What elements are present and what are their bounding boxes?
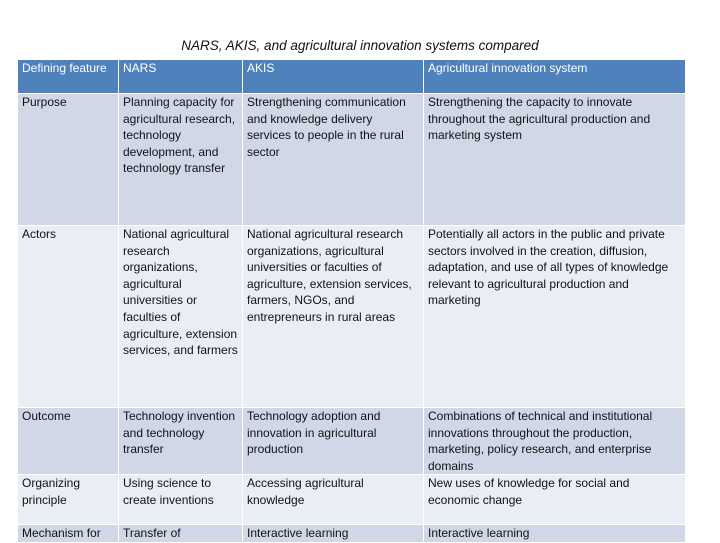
cell-ais: Interactive learning (424, 525, 686, 543)
cell-ais: Potentially all actors in the public and private sectors involved in the creation, diffusion, adaptation, and use of all types of knowledge relevant to agricultural production and marketing (424, 226, 686, 408)
cell-ais: New uses of knowledge for social and economic change (424, 475, 686, 525)
cell-nars: Using science to create inventions (119, 475, 243, 525)
cell-akis: National agricultural research organizations, agricultural universities or faculties of agriculture, extension services, farmers, NGOs, and entrepreneurs in rural areas (243, 226, 424, 408)
cell-nars: Technology invention and technology transfer (119, 408, 243, 475)
table-row (18, 525, 686, 543)
header-ais: Agricultural innovation system (424, 60, 686, 94)
row-feature: Actors (18, 226, 119, 408)
cell-nars: National agricultural research organizations, agricultural universities or faculties of agriculture, extension services, and farmers (119, 226, 243, 408)
cell-akis: Technology adoption and innovation in agricultural production (243, 408, 424, 475)
cell-akis: Accessing agricultural knowledge (243, 475, 424, 525)
table-row (18, 94, 686, 226)
header-defining-feature: Defining feature (18, 60, 119, 94)
row-feature: Organizing principle (18, 475, 119, 525)
cell-nars: Planning capacity for agricultural research, technology development, and technology transfer (119, 94, 243, 226)
row-feature: Mechanism for (18, 525, 119, 543)
row-feature: Outcome (18, 408, 119, 475)
cell-ais: Combinations of technical and institutional innovations throughout the production, marketing, policy research, and enterprise domains (424, 408, 686, 475)
cell-akis: Strengthening communication and knowledge delivery services to people in the rural sector (243, 94, 424, 226)
header-row (18, 60, 686, 94)
cell-akis: Interactive learning (243, 525, 424, 543)
cell-nars: Transfer of (119, 525, 243, 543)
table-row (18, 226, 686, 408)
table-row (18, 475, 686, 525)
table-row (18, 408, 686, 475)
cell-ais: Strengthening the capacity to innovate throughout the agricultural production and marketing system (424, 94, 686, 226)
table-title: NARS, AKIS, and agricultural innovation systems compared (181, 38, 539, 53)
header-akis: AKIS (243, 60, 424, 94)
comparison-table (17, 59, 686, 543)
row-feature: Purpose (18, 94, 119, 226)
header-nars: NARS (119, 60, 243, 94)
